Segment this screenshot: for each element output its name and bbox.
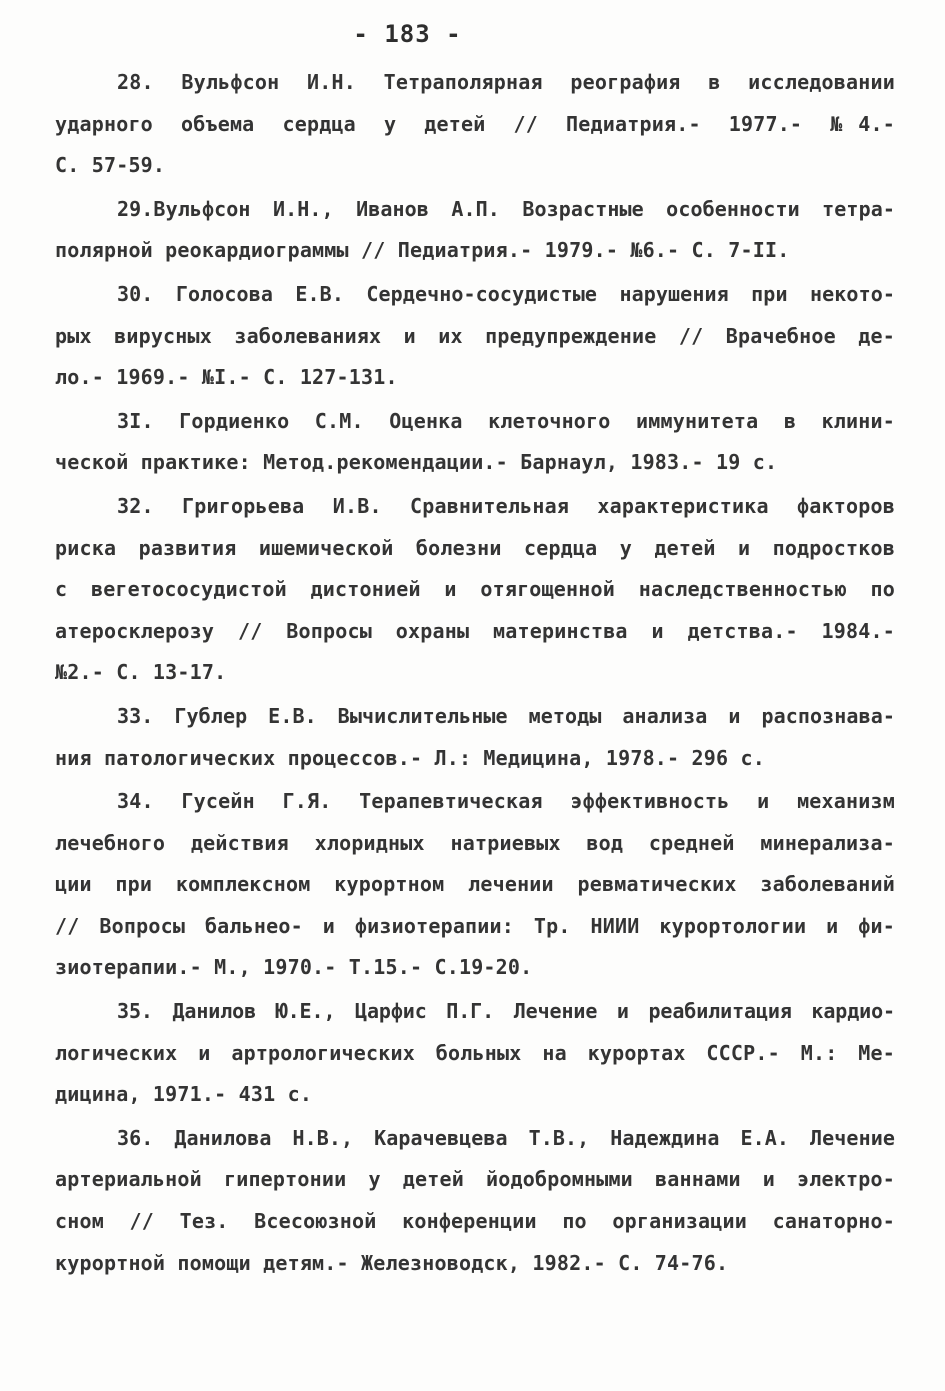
- reference-line: // Вопросы бальнео- и физиотерапии: Тр. НИИИ курортологии и фи-: [55, 913, 895, 938]
- reference-line: 34. Гусейн Г.Я. Терапевтическая эффективность и механизм: [117, 789, 895, 814]
- reference-line: зиотерапии.- М., 1970.- Т.15.- С.19-20.: [55, 955, 533, 980]
- reference-line: 32. Григорьева И.В. Сравнительная характеристика факторов: [117, 493, 895, 518]
- reference-entry: [55, 401, 895, 484]
- reference-line: дицина, 1971.- 431 с.: [55, 1082, 313, 1107]
- reference-line: 28. Вульфсон И.Н. Тетраполярная реография в исследовании: [117, 70, 895, 94]
- reference-entry: [55, 62, 895, 187]
- reference-entry: [55, 274, 895, 399]
- reference-entry: [55, 781, 895, 989]
- reference-line: №2.- С. 13-17.: [55, 660, 227, 685]
- reference-line: ло.- 1969.- №I.- С. 127-131.: [55, 365, 398, 390]
- reference-entry: [55, 486, 895, 694]
- reference-line: логических и артрологических больных на курортах СССР.- М.: Ме-: [55, 1040, 895, 1065]
- reference-line: 3I. Гордиенко С.М. Оценка клеточного иммунитета в клини-: [117, 408, 895, 433]
- reference-line: ния патологических процессов.- Л.: Медицина, 1978.- 296 с.: [55, 745, 765, 770]
- reference-line: полярной реокардиограммы // Педиатрия.- 1979.- №6.- С. 7-II.: [55, 238, 790, 263]
- reference-line: атеросклерозу // Вопросы охраны материнства и детства.- 1984.-: [55, 618, 895, 643]
- reference-line: 36. Данилова Н.В., Карачевцева Т.В., Надеждина Е.А. Лечение: [117, 1125, 895, 1150]
- reference-line: с вегетососудистой дистонией и отягощенной наследственностью по: [55, 577, 895, 602]
- reference-line: сном // Тез. Всесоюзной конференции по организации санаторно-: [55, 1209, 895, 1234]
- page-number: - 183 -: [353, 20, 462, 48]
- reference-line: 35. Данилов Ю.Е., Царфис П.Г. Лечение и реабилитация кардио-: [117, 999, 895, 1024]
- reference-line: артериальной гипертонии у детей йодобромными ваннами и электро-: [55, 1167, 895, 1192]
- reference-line: курортной помощи детям.- Железноводск, 1982.- С. 74-76.: [55, 1250, 729, 1275]
- reference-line: рых вирусных заболеваниях и их предупреждение // Врачебное де-: [55, 323, 895, 348]
- reference-line: ударного объема сердца у детей // Педиатрия.- 1977.- №4.-: [55, 111, 895, 136]
- reference-line: 29.Вульфсон И.Н., Иванов А.П. Возрастные особенности тетра-: [117, 196, 895, 221]
- reference-entry: [55, 189, 895, 272]
- reference-list: [55, 62, 895, 1286]
- reference-line: ции при комплексном курортном лечении ревматических заболеваний: [55, 872, 895, 897]
- reference-entry: [55, 696, 895, 779]
- reference-line: риска развития ишемической болезни сердца у детей и подростков: [55, 535, 895, 560]
- reference-line: лечебного действия хлоридных натриевых вод средней минерализа-: [55, 830, 895, 855]
- reference-entry: [55, 1118, 895, 1284]
- reference-line: 30. Голосова Е.В. Сердечно-сосудистые нарушения при некото-: [117, 281, 895, 306]
- reference-line: 33. Гублер Е.В. Вычислительные методы анализа и распознава-: [117, 703, 895, 728]
- reference-line: ческой практике: Метод.рекомендации.- Барнаул, 1983.- 19 с.: [55, 450, 778, 475]
- reference-entry: [55, 991, 895, 1116]
- reference-line: С. 57-59.: [55, 153, 166, 178]
